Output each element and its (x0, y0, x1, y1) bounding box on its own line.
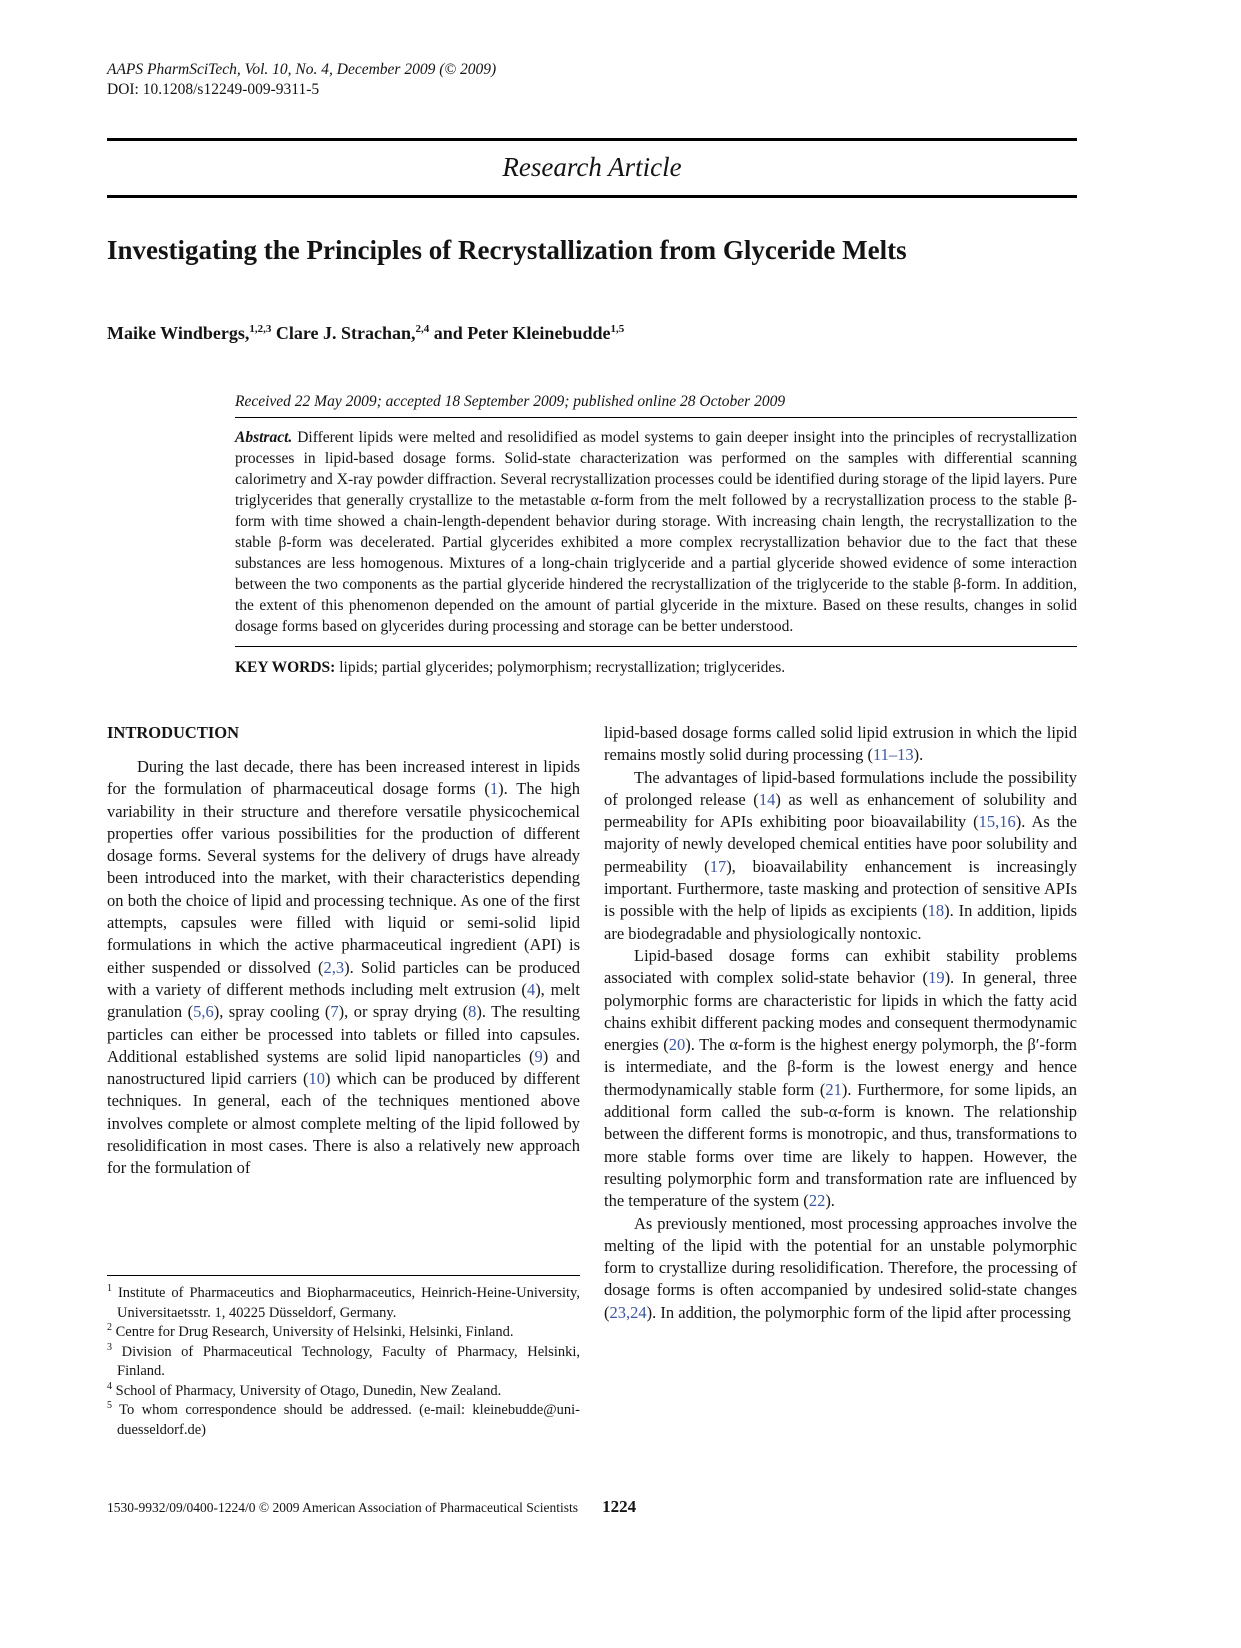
paragraph: The advantages of lipid-based formulations include the possibility of prolonged release (14) as well as enhancement of solubility and permeability for APIs exhibiting poor bioavailability (15,16). As the majority of newly developed chemical entities have poor solubility and permeability (17), bioavailability enhancement is increasingly important. Furthermore, taste masking and protection of sensitive APIs is possible with the help of lipids as excipients (18). In addition, lipids are biodegradable and physiologically nontoxic. (604, 767, 1078, 943)
author-affiliation-marker: 1,2,3 (249, 323, 272, 335)
doi: DOI: 10.1208/s12249-009-9311-5 (107, 81, 320, 98)
footnote: $^2$ Centre for Drug Research, University of Helsinki, Helsinki, Finland. (107, 1322, 514, 1340)
citation-link[interactable]: 4 (526, 979, 536, 999)
citation-link[interactable]: 23,24 (609, 1302, 647, 1322)
citation-link[interactable]: 8 (468, 1002, 477, 1022)
article-title: Investigating the Principles of Recrystallization from Glyceride Melts (107, 235, 907, 265)
right-column-paragraphs (604, 722, 1077, 1324)
abstract-text (235, 427, 1077, 637)
author-line (107, 323, 1077, 344)
two-column-body (107, 722, 1077, 1440)
keywords-line (235, 658, 1077, 678)
citation-link[interactable]: 11–13 (873, 745, 914, 765)
received-dates: Received 22 May 2009; accepted 18 September 2009; published online 28 October 2009 (235, 393, 786, 410)
author-affiliation-marker: 2,4 (415, 323, 430, 335)
left-column (107, 722, 580, 1440)
citation-link[interactable]: 21 (825, 1079, 842, 1099)
author-name: and Peter Kleinebudde (429, 323, 611, 343)
journal-header (107, 0, 1077, 100)
citation-link[interactable]: 19 (928, 968, 945, 988)
citation-link[interactable]: 2,3 (323, 957, 345, 977)
journal-citation: AAPS PharmSciTech, Vol. 10, No. 4, December 2009 (© 2009) (107, 61, 497, 78)
citation-link[interactable]: 14 (758, 789, 776, 809)
footnote: $^4$ School of Pharmacy, University of Otago, Dunedin, New Zealand. (107, 1380, 502, 1399)
author-name: Clare J. Strachan, (271, 323, 416, 343)
abstract-body: Different lipids were melted and resolidified as model systems to gain deeper insight into the principles of recrystallization processes in lipid-based dosage forms. Solid-state characterization was performed on the samples with differential scanning calorimetry and X-ray powder diffraction. Several recrystallization processes could be identified during storage of the lipid layers. Pure triglycerides that generally crystallize to the metastable α-form from the melt followed by a recrystallization process to the stable β-form with time showed a chain-length-dependent behavior during storage. With increasing chain length, the recrystallization to the stable β-form was decelerated. Partial glycerides exhibited a more complex recrystallization behavior due to the fact that these substances are less homogenous. Mixtures of a long-chain triglyceride and a partial glyceride showed evidence of some interaction between the two components as the partial glyceride hindered the recrystallization of the triglyceride to the stable β-form. In addition, the extent of this phenomenon depended on the amount of partial glyceride in the mixture. Based on these results, changes in solid dosage forms based on glycerides during processing and storage can be better understood. (235, 429, 1077, 635)
abstract-label: Abstract. (235, 429, 293, 446)
citation-link[interactable]: 5,6 (193, 1002, 214, 1022)
page-number: 1224 (602, 1497, 637, 1516)
page-footer (107, 1497, 1077, 1517)
divider-banner-bottom (107, 195, 1077, 198)
divider-received (235, 417, 1077, 418)
footnote: $^3$ Division of Pharmaceutical Technology, Faculty of Pharmacy, Helsinki, Finland. (107, 1341, 580, 1379)
paragraph: As previously mentioned, most processing approaches involve the melting of the lipid with the potential for an unstable polymorphic form to crystallize during resolidification. Therefore, the processing of dosage forms is often accompanied by undesired solid-state changes (23,24). In addition, the polymorphic form of the lipid after processing (604, 1213, 1077, 1322)
footnote: $^1$ Institute of Pharmaceutics and Biopharmaceutics, Heinrich-Heine-University, Universitaetsstr. 1, 40225 Düsseldorf, Germany. (107, 1283, 580, 1321)
divider-abstract-bottom (235, 646, 1077, 647)
footnote: $^5$ To whom correspondence should be addressed. (e-mail: kleinebudde@uni-duesseldorf.de) (107, 1400, 580, 1438)
citation-link[interactable]: 22 (808, 1191, 826, 1211)
section-heading-introduction: INTRODUCTION (107, 723, 240, 742)
citation-link[interactable]: 15,16 (978, 812, 1016, 832)
citation-link[interactable]: 9 (534, 1046, 543, 1066)
article-type-banner: Research Article (502, 152, 682, 182)
right-column (604, 722, 1077, 1440)
page-content (107, 0, 1077, 1440)
keywords-text: lipids; partial glycerides; polymorphism; recrystallization; triglycerides. (335, 659, 786, 676)
left-column-paragraphs (107, 756, 580, 1180)
abstract-section (235, 392, 1077, 678)
keywords-label: KEY WORDS: (235, 659, 336, 676)
author-name: Maike Windbergs, (107, 323, 250, 343)
citation-link[interactable]: 20 (668, 1035, 686, 1055)
citation-link[interactable]: 7 (330, 1002, 339, 1022)
citation-link[interactable]: 17 (709, 856, 727, 876)
issn-copyright-line: 1530-9932/09/0400-1224/0 © 2009 American Association of Pharmaceutical Scientists (107, 1500, 579, 1515)
paragraph: lipid-based dosage forms called solid lipid extrusion in which the lipid remains mostly solid during processing (11–13). (604, 723, 1077, 765)
citation-link[interactable]: 10 (308, 1069, 325, 1089)
citation-link[interactable]: 18 (927, 901, 945, 921)
footnotes (107, 1275, 580, 1440)
paragraph: Lipid-based dosage forms can exhibit stability problems associated with complex solid-state behavior (19). In general, three polymorphic forms are characteristic for lipids in which the fatty acid chains exhibit different packing modes and consequent thermodynamic energies (20). The α-form is the highest energy polymorph, the β′-form is intermediate, and the β-form is the lowest energy and hence thermodynamically stable form (21). Furthermore, for some lipids, an additional form called the sub-α-form is known. The relationship between the different forms is monotropic, and thus, transformations to more stable forms over time are likely to happen. However, the resulting polymorphic form and transformation rate are influenced by the temperature of the system (22). (604, 945, 1078, 1211)
author-affiliation-marker: 1,5 (610, 323, 625, 335)
paragraph: During the last decade, there has been increased interest in lipids for the formulation of pharmaceutical dosage forms (1). The high variability in their structure and therefore versatile physicochemical properties offer various possibilities for the production of different dosage forms. Several systems for the delivery of drugs have already been introduced into the market, with their characteristics depending on both the choice of lipid and processing technique. As one of the first attempts, capsules were filled with liquid or semi-solid lipid formulations in which the active pharmaceutical ingredient (API) is either suspended or dissolved (2,3). Solid particles can be produced with a variety of different methods including melt extrusion (4), melt granulation (5,6), spray cooling (7), or spray drying (8). The resulting particles can either be processed into tablets or filled into capsules. Additional established systems are solid lipid nanoparticles (9) and nanostructured lipid carriers (10) which can be produced by different techniques. In general, each of the techniques mentioned above involves complete or almost complete melting of the lipid followed by resolidification in most cases. There is also a relatively new approach for the formulation of (107, 757, 581, 1178)
citation-link[interactable]: 1 (489, 779, 499, 799)
